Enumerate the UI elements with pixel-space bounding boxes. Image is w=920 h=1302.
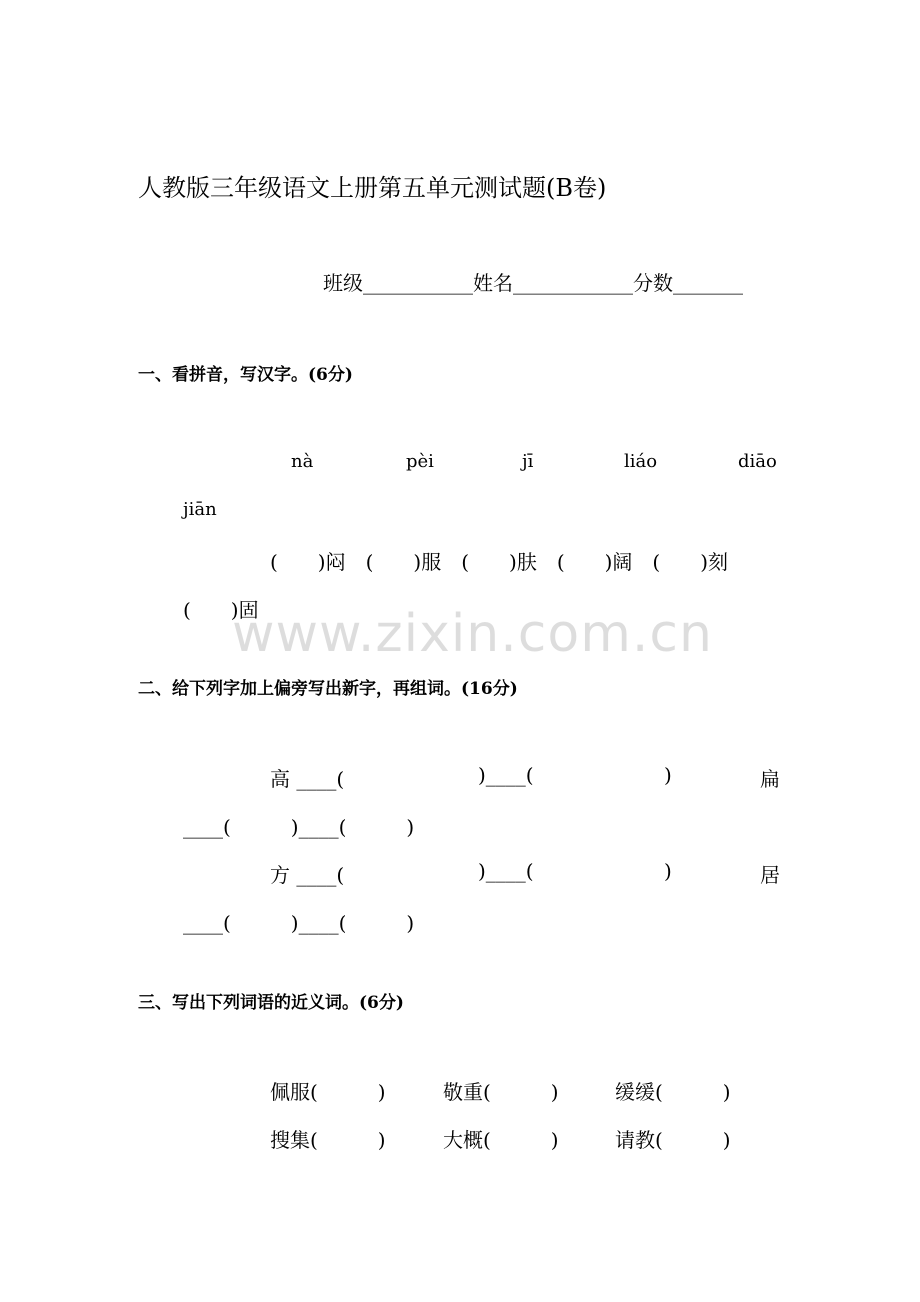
pinyin-6: jiān xyxy=(183,499,217,520)
section-3-heading: 三、写出下列词语的近义词。(6分) xyxy=(138,993,404,1013)
synonym-item: 佩服( ) xyxy=(270,1080,386,1104)
synonym-item: 请教( ) xyxy=(615,1128,731,1152)
pinyin-4: liáo xyxy=(624,451,658,472)
radical-row-2-part-4: 居 xyxy=(760,863,780,887)
synonym-item: 缓缓( ) xyxy=(615,1080,731,1104)
radical-row-1-part-1: 高 ____( xyxy=(270,767,345,791)
answer-row-1: ( )闷 ( )服 ( )肤 ( )阔 ( )刻 xyxy=(270,550,729,574)
watermark: www.zixin.com.cn xyxy=(232,604,713,664)
page-title: 人教版三年级语文上册第五单元测试题(B卷) xyxy=(138,174,607,202)
pinyin-5: diāo xyxy=(738,451,777,472)
radical-row-1-part-4: 扁 xyxy=(760,767,780,791)
radical-row-2-part-1: 方 ____( xyxy=(270,863,345,887)
synonym-item: 大概( ) xyxy=(443,1128,559,1152)
answer-row-2: ( )固 xyxy=(183,598,259,622)
section-2-heading: 二、给下列字加上偏旁写出新字，再组词。(16分) xyxy=(138,679,518,699)
synonym-item: 搜集( ) xyxy=(270,1128,386,1152)
pinyin-1: nà xyxy=(291,451,314,472)
radical-row-1-part-2: )____( xyxy=(478,763,534,787)
radical-row-2-continued: ____( )____( ) xyxy=(183,911,415,935)
section-1-heading: 一、看拼音，写汉字。(6分) xyxy=(138,365,353,385)
radical-row-1-part-3: ) xyxy=(664,763,672,787)
radical-row-1-continued: ____( )____( ) xyxy=(183,815,415,839)
synonym-item: 敬重( ) xyxy=(443,1080,559,1104)
student-info-line: 班级___________姓名____________分数_______ xyxy=(323,271,743,295)
pinyin-2: pèi xyxy=(406,451,434,472)
radical-row-2-part-3: ) xyxy=(664,859,672,883)
radical-row-2-part-2: )____( xyxy=(478,859,534,883)
pinyin-3: jī xyxy=(522,451,534,472)
